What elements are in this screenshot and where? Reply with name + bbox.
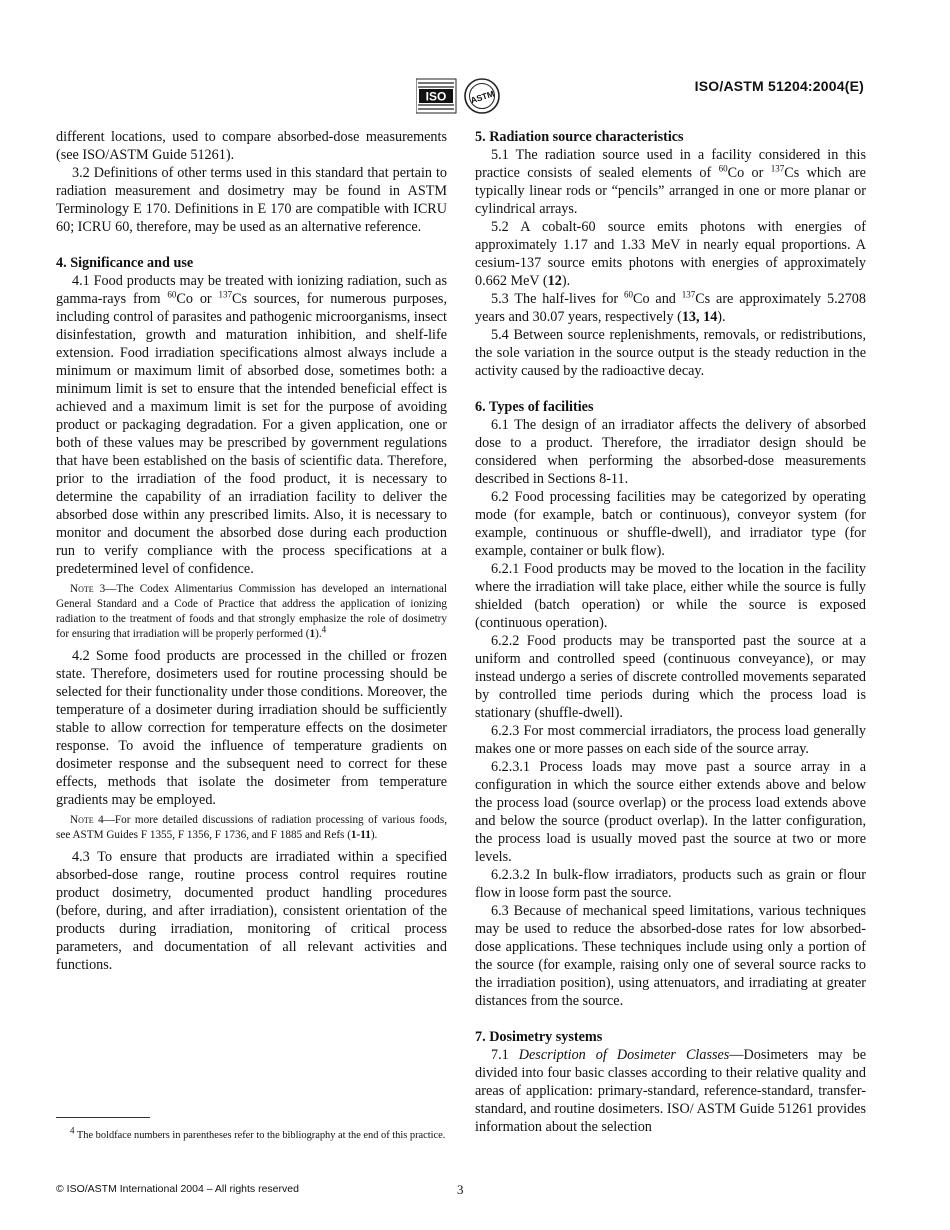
paragraph-5-1: 5.1 The radiation source used in a facility considered in this practice consists of sealed elements of $^{60}$Co or $^{137}$Cs which are typically linear rods or “pencils” arranged in one or more planar or cylindrical arrays. — [475, 147, 866, 217]
paragraph-4-1: 4.1 Food products may be treated with ionizing radiation, such as gamma-rays from $^{60}$Co or $^{137}$Cs sources, for numerous purposes, including control of parasites and pathogenic microorganisms, insect disinfestation, growth and maturation inhibition, and shelf-life extension. Food irradiation specifications almost always include a minimum or maximum limit of absorbed dose, sometimes both: a minimum limit is set to ensure that the intended beneficial effect is achieved and a maximum limit is set for the purpose of avoiding product or packaging degradation. For a given application, one or both of these values may be prescribed by government regulations that have been established on the basis of scientific data. Therefore, prior to the irradiation of the food product, it is necessary to determine the capability of an irradiation facility to deliver the absorbed dose within any prescribed limits. Also, it is necessary to monitor and document the absorbed dose during each production run to verify compliance with the process specifications at a predetermined level of confidence. — [56, 273, 447, 577]
paragraph-4-2: 4.2 Some food products are processed in the chilled or frozen state. Therefore, dosimeters used for routine processing should be selected for their functionality under those conditions. Moreover, the temperature of a dosimeter during irradiation should be sufficiently stable to allow correction for temperature effects on the dosimeter response. To avoid the influence of temperature gradients on dosimeter response and the subsequent need to correct for these effects, methods that isolate the dosimeter from temperature gradients may be employed. — [56, 648, 447, 808]
iso-logo-text: ISO — [425, 89, 447, 104]
logo-graphic — [416, 76, 508, 116]
section-7-heading: 7. Dosimetry systems — [475, 1029, 603, 1045]
section-5-heading: 5. Radiation source characteristics — [475, 129, 684, 145]
right-column — [475, 128, 866, 1136]
paragraph-3-1-continuation: different locations, used to compare absorbed-dose measurements (see ISO/ASTM Guide 51261). — [56, 129, 447, 163]
paragraph-6-2-3-2: 6.2.3.2 In bulk-flow irradiators, products such as grain or flour flow in loose form past the source. — [475, 867, 866, 901]
paragraph-5-4: 5.4 Between source replenishments, removals, or redistributions, the sole variation in the source output is the steady reduction in the activity caused by the radioactive decay. — [475, 327, 866, 379]
page-number: 3 — [457, 1182, 464, 1197]
paragraph-6-2-3-1: 6.2.3.1 Process loads may move past a source array in a configuration in which the source either extends above and below the process load (source overlap) or the process load extends above and below the source (product overlap). In the latter configuration, the process load is usually moved past the source at two or more levels. — [475, 759, 866, 865]
section-4-heading: 4. Significance and use — [56, 255, 194, 271]
paragraph-6-2: 6.2 Food processing facilities may be categorized by operating mode (for example, batch or continuous), conveyor system (for example, continuous or shuffle-dwell), and irradiator type (for example, container or bulk flow). — [475, 489, 866, 559]
document-code: ISO/ASTM 51204:2004(E) — [694, 78, 864, 94]
paragraph-6-2-3: 6.2.3 For most commercial irradiators, the process load generally makes one or more passes on each side of the source array. — [475, 723, 866, 757]
left-column — [56, 128, 447, 974]
footnote-rule — [56, 1117, 150, 1118]
section-6-heading: 6. Types of facilities — [475, 399, 594, 415]
paragraph-6-1: 6.1 The design of an irradiator affects the delivery of absorbed dose to a product. Therefore, the irradiator design should be considered when performing the absorbed-dose measurements described in Sections 8-11. — [475, 417, 866, 487]
paragraph-6-3: 6.3 Because of mechanical speed limitations, various techniques may be used to reduce the absorbed-dose rates for low absorbed-dose applications. These techniques include using only a portion of the source (for example, raising only one of several source racks to the irradiation position), using attenuators, and irradiating at greater distances from the source. — [475, 903, 866, 1009]
paragraph-4-3: 4.3 To ensure that products are irradiated within a specified absorbed-dose range, routine process control requires routine product dosimetry, documented product handling procedures (before, during, and after irradiation), consistent orientation of the products during irradiation, monitoring of critical process parameters, and documentation of all relevant activities and functions. — [56, 849, 447, 973]
copyright-notice: © ISO/ASTM International 2004 – All rights reserved — [56, 1183, 299, 1195]
paragraph-7-1: 7.1 Description of Dosimeter Classes—Dosimeters may be divided into four basic classes according to their relative quality and areas of application: primary-standard, reference-standard, transfer-standard, and routine dosimeters. ISO/ ASTM Guide 51261 provides information about the selection — [475, 1047, 866, 1135]
note-3: Note 3—The Codex Alimentarius Commission has developed an international General Standard and a Code of Practice that address the application of ionizing radiation to the treatment of foods and that strongly emphasize the role of dosimetry for ensuring that irradiation will be properly performed (1).$^4$ — [56, 583, 447, 640]
astm-logo-text: ASTM — [469, 88, 496, 106]
paragraph-5-3: 5.3 The half-lives for $^{60}$Co and $^{137}$Cs are approximately 5.2708 years and 30.07 years, respectively (13, 14). — [475, 289, 866, 325]
paragraph-6-2-1: 6.2.1 Food products may be moved to the location in the facility where the irradiation will take place, either while the source is fully shielded (batch operation) or while the source is exposed (continuous operation). — [475, 561, 866, 631]
paragraph-6-2-2: 6.2.2 Food products may be transported past the source at a uniform and controlled speed (continuous conveyance), or may instead undergo a series of discrete controlled movements separated by controlled time periods during which the process load is stationary (shuffle-dwell). — [475, 633, 866, 721]
footnote-4: $^4$ The boldface numbers in parentheses refer to the bibliography at the end of this practice. — [70, 1125, 446, 1141]
paragraph-3-2: 3.2 Definitions of other terms used in this standard that pertain to radiation measurement and dosimetry may be found in ASTM Terminology E 170. Definitions in E 170 are compatible with ICRU 60; ICRU 60, therefore, may be used as an alternative reference. — [56, 165, 447, 235]
note-4: Note 4—For more detailed discussions of radiation processing of various foods, see ASTM Guides F 1355, F 1356, F 1736, and F 1885 and Refs (1-11). — [56, 814, 448, 841]
iso-astm-logo — [416, 76, 508, 116]
paragraph-5-2: 5.2 A cobalt-60 source emits photons with energies of approximately 1.17 and 1.33 MeV in nearly equal proportions. A cesium-137 source emits photons with energies of approximately 0.662 MeV (12). — [475, 219, 866, 289]
